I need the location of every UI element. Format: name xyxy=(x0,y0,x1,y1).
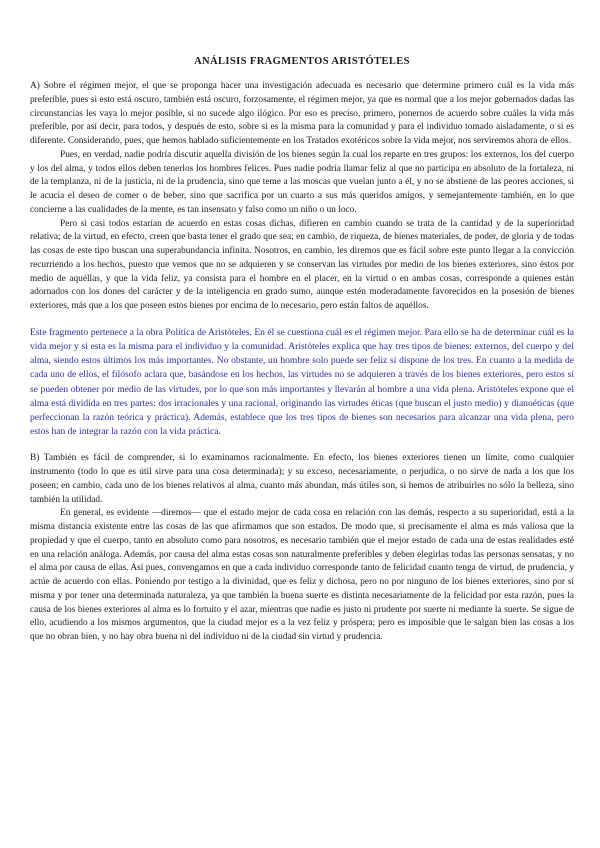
fragment-a-paragraph-1: A) Sobre el régimen mejor, el que se proponga hacer una investigación adecuada es necesario que determine primero cuál es la vida más preferible, pues si esto está oscuro, también está oscuro, forzosamente, el régimen mejor, ya que es normal que a los mejor gobernados dadas las circunstancias les vaya lo mejor posible, si no sucede algo ilógico. Por eso es preciso, primero, ponernos de acuerdo sobre cuáles la vida más preferible, por así decir, para todos, y después de esto, sobre si es la misma para la comunidad y para el individuo tomado aisladamente, o si es diferente. Considerando, pues, que hemos hablado suficientemente en los Tratados exotéricos sobre la vida mejor, nos serviremos ahora de ellos. xyxy=(30,81,574,146)
fragment-b xyxy=(30,452,574,645)
fragment-b-paragraph-2: En general, es evidente —diremos— que el estado mejor de cada cosa en relación con las demás, respecto a su superioridad, está a la misma distancia existente entre las cosas de las que afirmamos que son estados. De modo que, si precisamente el alma es más valiosa que la propiedad y que el cuerpo, tanto en absoluto como para nosotros, es necesario también que el mejor estado de cada una de estas realidades esté en una relación análoga. Además, por causa del alma estas cosas son naturalmente preferibles y deben elegirlas todas las personas sensatas, y no el alma por causa de ellas. Así pues, convengamos en que a cada individuo corresponde tanto de felicidad cuanto tenga de virtud, de prudencia, y actúe de acuerdo con ellas. Poniendo por testigo a la divinidad, que es feliz y dichosa, pero no por ninguno de los bienes exteriores, sino por sí misma y por tener una determinada naturaleza, ya que también la buena suerte es distinta necesariamente de la felicidad por esta razón, pues la causa de los bienes exteriores al alma es lo fortuito y el azar, mientras que nadie es justo ni prudente por suerte ni mediante la suerte. Se sigue de ello, acudiendo a los mismos argumentos, que la ciudad mejor es a la vez feliz y próspera; pero es imposible que le salgan bien las cosas a los que no obran bien, y no hay obra buena ni del individuo ni de la ciudad sin virtud y prudencia. xyxy=(30,508,574,643)
fragment-b-paragraph-1: B) También es fácil de comprender, si lo examinamos racionalmente. En efecto, los bienes exteriores tienen un límite, como cualquier instrumento (todo lo que es útil sirve para una cosa determinada); y su exceso, necesariamente, o perjudica, o no sirve de nada a los que los poseen; en cambio, cada uno de los bienes relativos al alma, cuanto más abundan, más útiles son, si hemos de atribuirles no sólo la belleza, sino también la utilidad. xyxy=(30,453,574,505)
document-title: ANÁLISIS FRAGMENTOS ARISTÓTELES xyxy=(194,56,410,67)
fragment-a xyxy=(30,80,574,314)
commentary-text: Este fragmento pertenece a la obra Política de Aristóteles. En él se cuestiona cuál es el régimen mejor. Para ello se ha de determinar cuál es la vida mejor y si esta es la misma para el individuo y la comunidad. Aristóteles explica que hay tres tipos de bienes: externos, del cuerpo y del alma, siendo estos últimos los más importantes. No obstante, un hombre solo puede ser feliz si dispone de los tres. En cuanto a la medida de cada uno de ellos, el filósofo aclara que, basándose en los hechos, las virtudes no se adquieren a través de los bienes exteriores, pero estos sí se pueden obtener por medio de las virtudes, por lo que son más importantes y llevarán al hombre a una vida plena. Aristóteles expone que el alma está dividida en tres partes: dos irracionales y una racional, originando las virtudes éticas (que buscan el justo medio) y dianoéticas (que perfeccionan la razón teórica y práctica). Además, establece que los tres tipos de bienes son necesarios para alcanzar una vida plena, pero estos han de integrar la razón con la vida práctica. xyxy=(30,326,574,438)
fragment-a-paragraph-2: Pues, en verdad, nadie podría discutir aquella división de los bienes según la cual los reparte en tres grupos: los externos, los del cuerpo y los del alma, y todos ellos deben tenerlos los hombres felices. Pues nadie podría llamar feliz al que no participa en absoluto de la fortaleza, ni de la templanza, ni de la justicia, ni de la prudencia, sino que teme a las moscas que vuelan junto a él, y no se abstiene de las peores acciones, si le acucia el deseo de comer o de beber, sino que sacrifica por un cuarto a sus más queridos amigos, y semejantemente también, en lo que concierne a las cualidades de la mente, es tan insensato y falso como un niño o un loco. xyxy=(30,149,574,215)
commentary-paragraph xyxy=(30,326,574,440)
fragment-a-paragraph-3: Pero si casi todos estarían de acuerdo en estas cosas dichas, difieren en cambio cuando se trata de la cantidad y de la superioridad relativa; de la virtud, en efecto, creen que basta tener el grado que sea; en cambio, de riqueza, de bienes materiales, de poder, de gloria y de todas las cosas de este tipo buscan una superabundancia infinita. Nosotros, en cambio, les diremos que es fácil sobre este punto llegar a la convicción recurriendo a los hechos, puesto que vemos que no se adquieren y se conservan las virtudes por medio de los bienes exteriores, sino éstos por medio de aquéllas, y que la vida feliz, ya consista para el hombre en el placer, en la virtud o en ambas cosas, corresponde a quienes están adornados con los dones del carácter y de la inteligencia en grado sumo, aunque estén moderadamente favorecidos en la posesión de bienes exteriores, más que a los que poseen estos bienes por encima de lo necesario, pero están faltos de aquéllos. xyxy=(30,218,574,311)
